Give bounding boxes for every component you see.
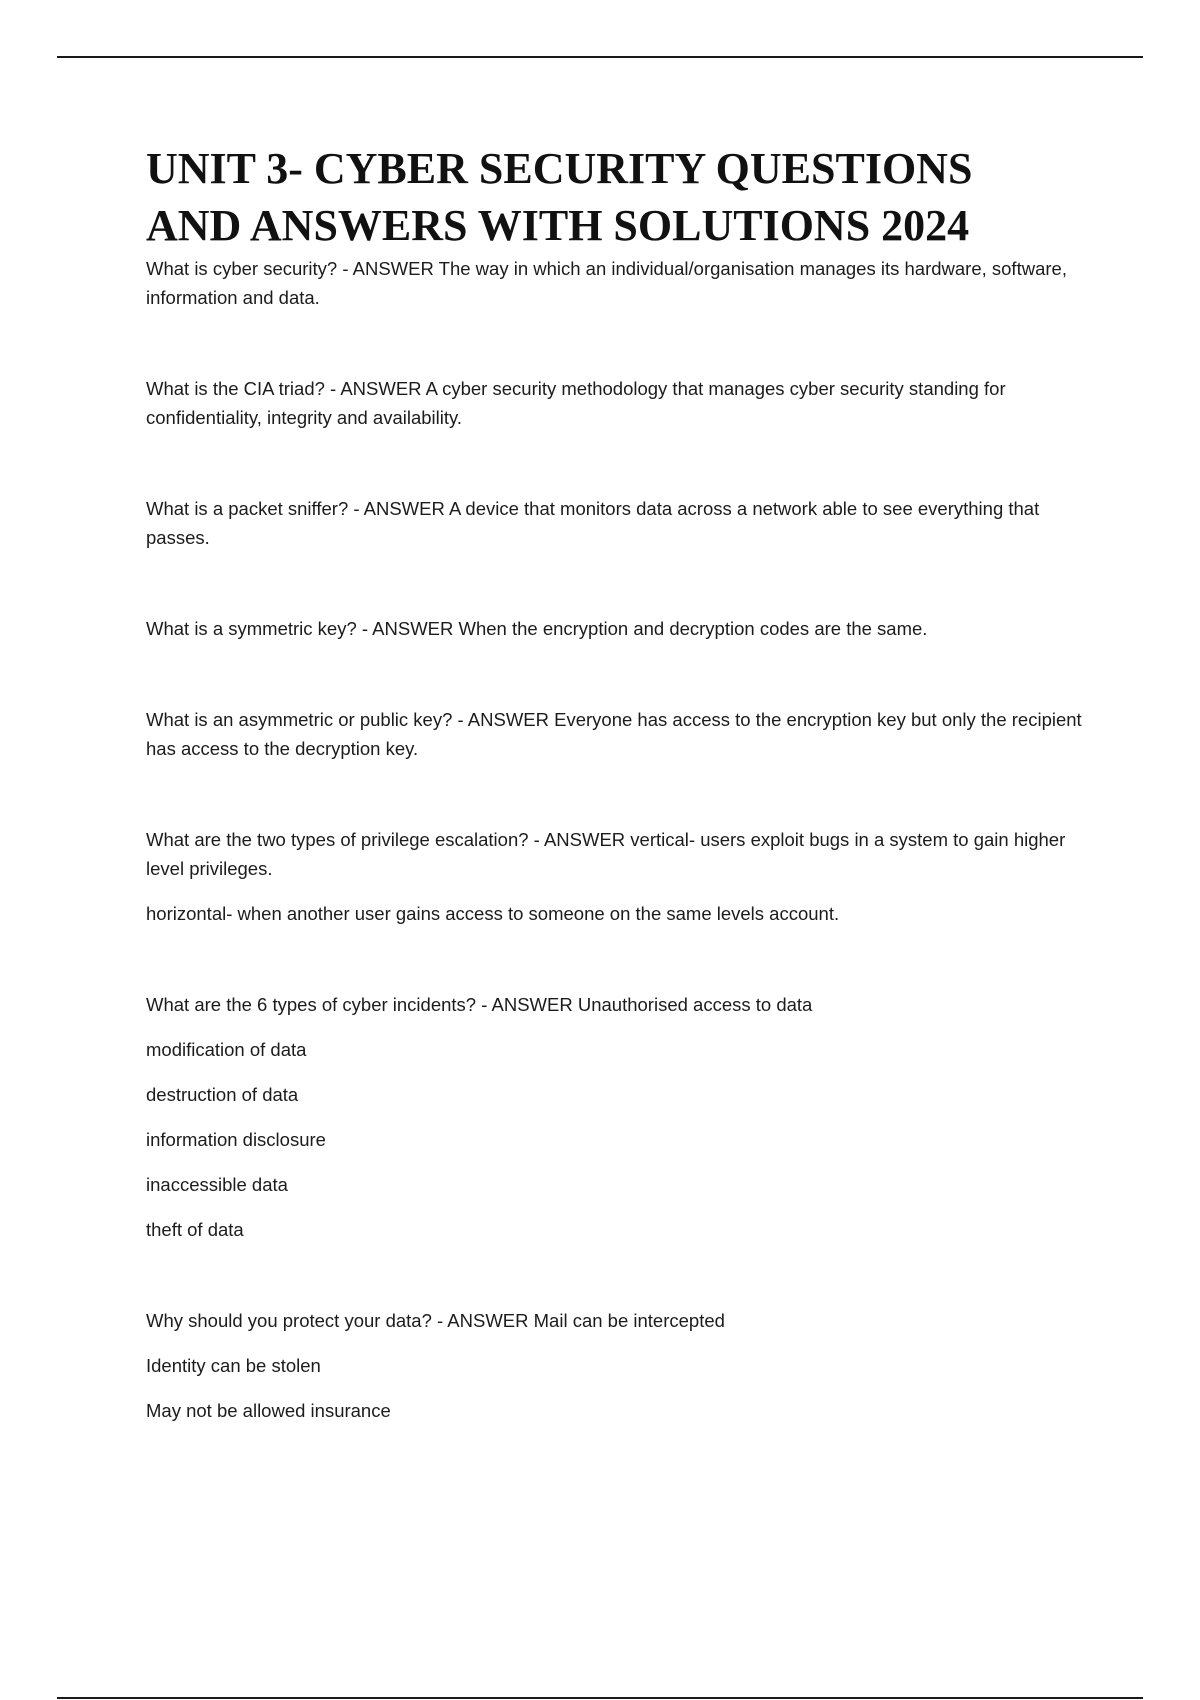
- qa-text: What is a packet sniffer? - ANSWER A device that monitors data across a network able to see everything that passes.: [146, 498, 1040, 548]
- bottom-divider: [57, 1697, 1143, 1699]
- qa-text: What is an asymmetric or public key? - ANSWER Everyone has access to the encryption key but only the recipient has access to the decryption key.: [146, 709, 1082, 759]
- title-line-2: AND ANSWERS WITH SOLUTIONS 2024: [146, 201, 970, 250]
- qa-item-cyber-incidents: [146, 990, 1096, 1244]
- qa-item-symmetric-key: [146, 614, 1096, 643]
- qa-extra-line: Identity can be stolen: [146, 1355, 321, 1376]
- qa-text: What is a symmetric key? - ANSWER When the encryption and decryption codes are the same.: [146, 618, 928, 639]
- qa-text: What is cyber security? - ANSWER The way in which an individual/organisation manages its hardware, software, information and data.: [146, 258, 1067, 308]
- qa-item-privilege-escalation: [146, 825, 1096, 928]
- qa-extra-line: modification of data: [146, 1039, 307, 1060]
- page-title: [146, 140, 1096, 254]
- qa-text: What are the 6 types of cyber incidents? - ANSWER Unauthorised access to data: [146, 994, 813, 1015]
- qa-text: What are the two types of privilege escalation? - ANSWER vertical- users exploit bugs in a system to gain higher level privileges.: [146, 829, 1066, 879]
- qa-item-protect-data: [146, 1306, 1096, 1425]
- qa-item-asymmetric-key: [146, 705, 1096, 763]
- qa-item-cyber-security: [146, 254, 1096, 312]
- qa-extra-line: horizontal- when another user gains access to someone on the same levels account.: [146, 903, 840, 924]
- qa-extra-line: theft of data: [146, 1219, 244, 1240]
- qa-text: What is the CIA triad? - ANSWER A cyber security methodology that manages cyber security standing for confidentiality, integrity and availability.: [146, 378, 1006, 428]
- qa-item-cia-triad: [146, 374, 1096, 432]
- qa-extra-line: inaccessible data: [146, 1174, 288, 1195]
- qa-item-packet-sniffer: [146, 494, 1096, 552]
- title-line-1: UNIT 3- CYBER SECURITY QUESTIONS: [146, 144, 973, 193]
- qa-text: Why should you protect your data? - ANSWER Mail can be intercepted: [146, 1310, 725, 1331]
- document-body: [146, 140, 1096, 1425]
- qa-extra-line: information disclosure: [146, 1129, 326, 1150]
- qa-extra-line: destruction of data: [146, 1084, 299, 1105]
- qa-extra-line: May not be allowed insurance: [146, 1400, 391, 1421]
- top-divider: [57, 56, 1143, 58]
